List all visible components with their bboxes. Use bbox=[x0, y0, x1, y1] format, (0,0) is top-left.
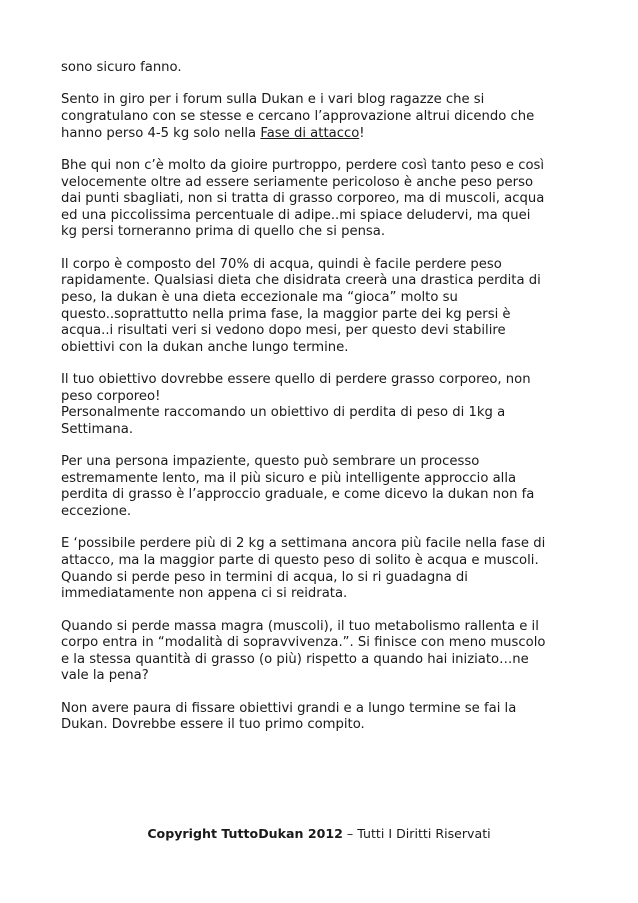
paragraph-5 bbox=[61, 372, 581, 438]
text-line: e la stessa quantità di grasso (o più) rispetto a quando hai iniziato…ne bbox=[61, 651, 529, 667]
paragraph-7 bbox=[61, 536, 581, 602]
text-line: Il corpo è composto del 70% di acqua, quindi è facile perdere peso bbox=[61, 256, 502, 272]
text-line: congratulano con se stesse e cercano l’approvazione altrui dicendo che bbox=[61, 108, 535, 124]
text-line: Personalmente raccomando un obiettivo di perdita di peso di 1kg a bbox=[61, 405, 506, 421]
text-line: Bhe qui non c’è molto da gioire purtroppo, perdere così tanto peso e così bbox=[61, 157, 545, 173]
paragraph-3 bbox=[61, 158, 581, 241]
text-line: kg persi torneranno prima di quello che si pensa. bbox=[61, 224, 386, 240]
text-line: velocemente oltre ad essere seriamente pericoloso è anche peso perso bbox=[61, 174, 534, 190]
text-fragment: hanno perso 4-5 kg solo nella bbox=[61, 125, 261, 141]
text-line: E ‘possibile perdere più di 2 kg a settimana ancora più facile nella fase di bbox=[61, 536, 546, 552]
text-line: Sento in giro per i forum sulla Dukan e i vari blog ragazze che si bbox=[61, 92, 485, 108]
document-body bbox=[61, 60, 581, 750]
copyright-owner: Copyright TuttoDukan 2012 bbox=[147, 826, 343, 841]
text-line: acqua..i risultati veri si vedono dopo mesi, per questo devi stabilire bbox=[61, 323, 506, 339]
text-line: estremamente lento, ma il più sicuro e più intelligente approccio alla bbox=[61, 470, 517, 486]
text-line: attacco, ma la maggior parte di questo peso di solito è acqua e muscoli. bbox=[61, 553, 539, 569]
text-line: peso, la dukan è una dieta eccezionale ma “gioca” molto su bbox=[61, 289, 458, 305]
text-line: questo..soprattutto nella prima fase, la maggior parte dei kg persi è bbox=[61, 306, 511, 322]
text-line: rapidamente. Qualsiasi dieta che disidrata creerà una drastica perdita di bbox=[61, 273, 541, 289]
text-line: peso corporeo! bbox=[61, 388, 161, 404]
text-line: perdita di grasso è l’approccio graduale, e come dicevo la dukan non fa bbox=[61, 487, 535, 503]
text-line: obiettivi con la dukan anche lungo termine. bbox=[61, 339, 349, 355]
paragraph-2 bbox=[61, 92, 581, 142]
text-line: immediatamente non appena ci si reidrata. bbox=[61, 586, 348, 602]
text-line: ed una piccolissima percentuale di adipe..mi spiace deludervi, ma quei bbox=[61, 207, 531, 223]
paragraph-9 bbox=[61, 701, 581, 734]
text-line: Dukan. Dovrebbe essere il tuo primo compito. bbox=[61, 717, 365, 733]
rights-reserved-text: – Tutti I Diritti Riservati bbox=[342, 826, 491, 841]
text-line: Il tuo obiettivo dovrebbe essere quello di perdere grasso corporeo, non bbox=[61, 372, 531, 388]
text-line: Quando si perde massa magra (muscoli), il tuo metabolismo rallenta e il bbox=[61, 618, 539, 634]
text-fragment: ! bbox=[359, 125, 365, 141]
text-line: Per una persona impaziente, questo può sembrare un processo bbox=[61, 454, 480, 470]
copyright-footer bbox=[0, 826, 638, 842]
paragraph-6 bbox=[61, 454, 581, 520]
paragraph-1 bbox=[61, 60, 581, 77]
fase-di-attacco-link[interactable]: Fase di attacco bbox=[260, 125, 360, 141]
text-line: Settimana. bbox=[61, 421, 134, 437]
text-line: vale la pena? bbox=[61, 668, 149, 684]
text-line-with-link bbox=[61, 126, 581, 143]
paragraph-4 bbox=[61, 257, 581, 357]
text-line: corpo entra in “modalità di sopravvivenza.”. Si finisce con meno muscolo bbox=[61, 635, 546, 651]
text-line: sono sicuro fanno. bbox=[61, 60, 182, 75]
paragraph-8 bbox=[61, 619, 581, 685]
text-line: dai punti sbagliati, non si tratta di grasso corporeo, ma di muscoli, acqua bbox=[61, 191, 545, 207]
text-line: eccezione. bbox=[61, 504, 132, 520]
text-line: Non avere paura di fissare obiettivi grandi e a lungo termine se fai la bbox=[61, 700, 517, 716]
text-line: Quando si perde peso in termini di acqua, lo si ri guadagna di bbox=[61, 569, 468, 585]
